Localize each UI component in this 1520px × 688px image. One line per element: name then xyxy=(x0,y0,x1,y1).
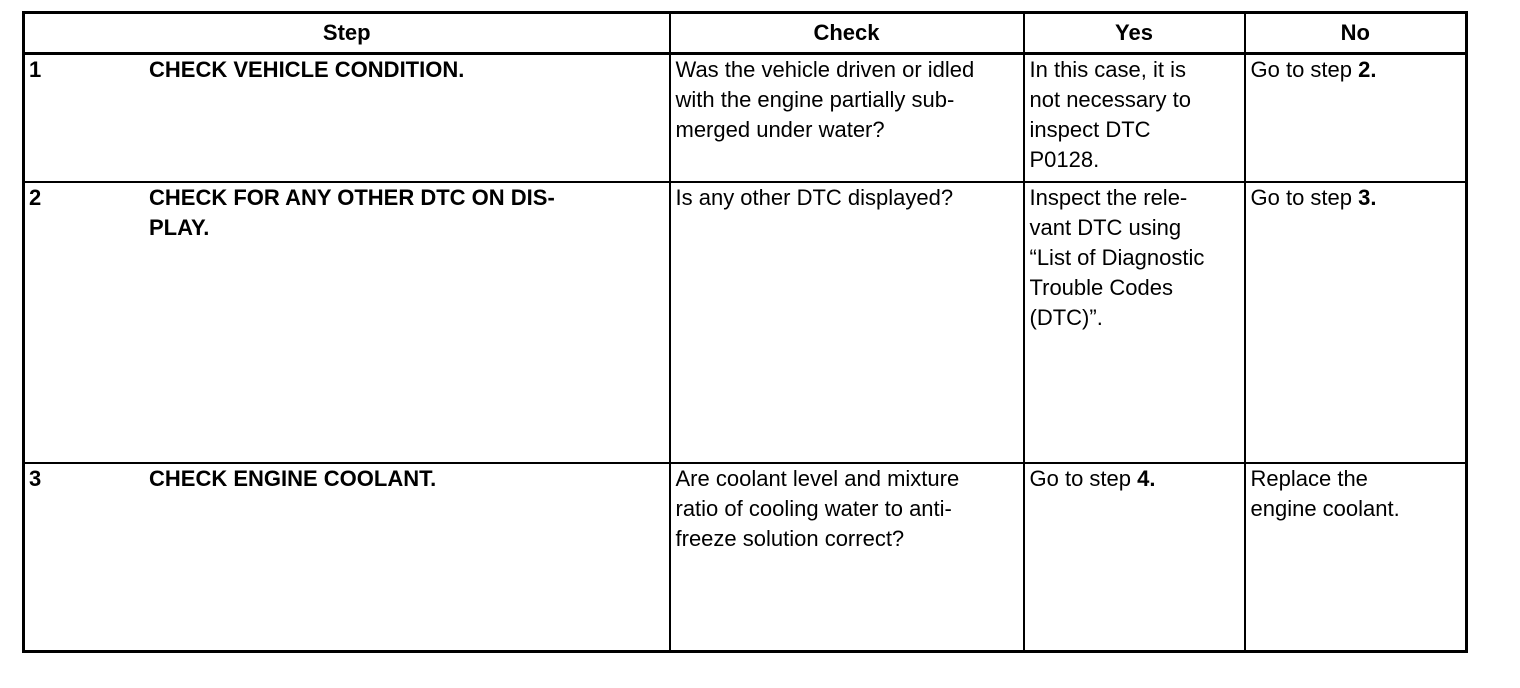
yes-cell xyxy=(1024,182,1245,463)
header-row xyxy=(24,13,1467,54)
no-cell xyxy=(1245,54,1467,183)
header-step: Step xyxy=(24,13,670,54)
check-cell xyxy=(670,54,1024,183)
step-title: CHECK FOR ANY OTHER DTC ON DIS- PLAY. xyxy=(149,185,555,240)
header-no: No xyxy=(1245,13,1467,54)
no-step-link: 2. xyxy=(1358,57,1377,82)
yes-text: In this case, it is not necessary to inspect DTC P0128. xyxy=(1029,57,1191,172)
no-text xyxy=(1246,183,1466,213)
step-cell xyxy=(24,463,670,652)
no-text: Replace the engine coolant. xyxy=(1250,466,1400,521)
table-row xyxy=(24,463,1467,652)
table-row xyxy=(24,54,1467,183)
header-yes: Yes xyxy=(1024,13,1245,54)
no-prefix: Go to step xyxy=(1250,185,1359,210)
no-cell xyxy=(1245,463,1467,652)
yes-cell xyxy=(1024,54,1245,183)
check-text: Was the vehicle driven or idled with the engine partially sub- merged under water? xyxy=(675,57,975,142)
check-cell xyxy=(670,182,1024,463)
step-cell xyxy=(24,182,670,463)
no-cell xyxy=(1245,182,1467,463)
step-title: CHECK VEHICLE CONDITION. xyxy=(149,57,465,82)
check-cell xyxy=(670,463,1024,652)
yes-text: Inspect the rele- vant DTC using “List of Diagnostic Trouble Codes (DTC)”. xyxy=(1029,185,1205,330)
yes-text xyxy=(1025,464,1244,494)
check-text: Is any other DTC displayed? xyxy=(675,185,954,210)
table-row xyxy=(24,182,1467,463)
header-check: Check xyxy=(670,13,1024,54)
yes-prefix: Go to step xyxy=(1029,466,1138,491)
step-cell xyxy=(24,54,670,183)
no-text xyxy=(1246,55,1466,85)
diagnostic-procedure-table xyxy=(22,11,1468,653)
step-title: CHECK ENGINE COOLANT. xyxy=(149,466,437,491)
no-step-link: 3. xyxy=(1358,185,1377,210)
yes-cell xyxy=(1024,463,1245,652)
yes-step-link: 4. xyxy=(1137,466,1156,491)
no-prefix: Go to step xyxy=(1250,57,1359,82)
step-number: 1 xyxy=(29,57,42,82)
check-text: Are coolant level and mixture ratio of cooling water to anti- freeze solution correct? xyxy=(675,466,960,551)
step-number: 2 xyxy=(29,185,42,210)
step-number: 3 xyxy=(29,466,42,491)
